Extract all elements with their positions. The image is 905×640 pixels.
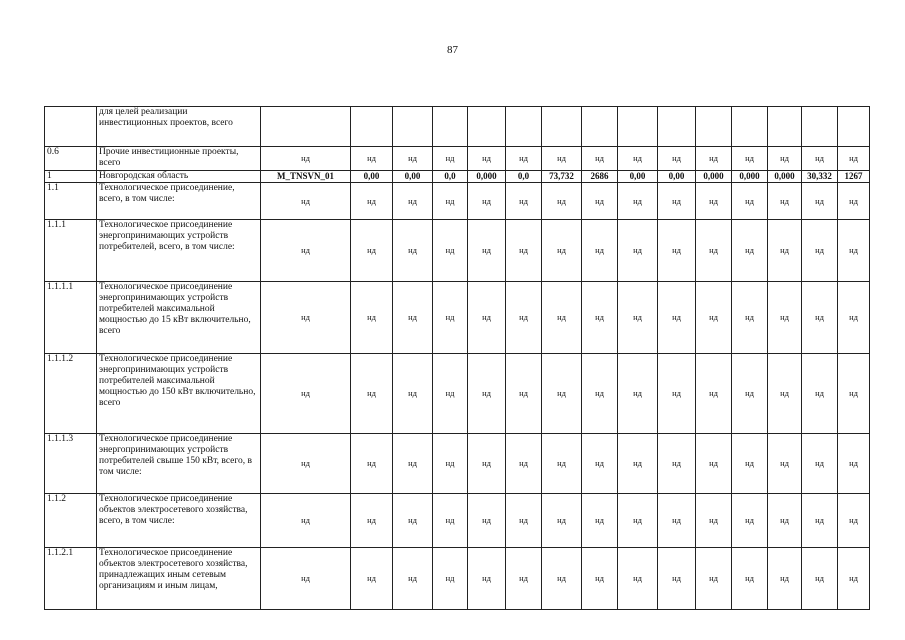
row-value-cell: нд — [582, 220, 618, 282]
row-value-cell: нд — [838, 147, 870, 171]
row-value-cell: нд — [838, 220, 870, 282]
row-value-cell: нд — [542, 494, 582, 548]
row-value-cell — [542, 107, 582, 147]
row-value-cell: 1267 — [838, 171, 870, 183]
row-value-cell: нд — [618, 147, 658, 171]
row-value-cell: нд — [393, 354, 433, 434]
row-value-cell — [393, 107, 433, 147]
row-value-cell: нд — [582, 147, 618, 171]
row-code: нд — [261, 494, 351, 548]
row-value-cell: нд — [802, 183, 838, 220]
row-value-cell: нд — [768, 494, 802, 548]
row-value-cell: 0,000 — [732, 171, 768, 183]
row-value-cell: нд — [506, 434, 542, 494]
row-value-cell: нд — [768, 220, 802, 282]
row-value-cell: нд — [768, 354, 802, 434]
row-value-cell: нд — [618, 434, 658, 494]
table-row — [45, 354, 870, 434]
row-number: 1.1.1.2 — [45, 354, 97, 434]
row-code: нд — [261, 220, 351, 282]
row-value-cell: нд — [468, 147, 506, 171]
table-row — [45, 434, 870, 494]
row-value-cell: нд — [732, 548, 768, 610]
row-value-cell: нд — [393, 147, 433, 171]
row-code: нд — [261, 183, 351, 220]
row-name: Технологическое присоединение объектов электросетевого хозяйства, всего, в том числе: — [97, 494, 261, 548]
row-value-cell: 30,332 — [802, 171, 838, 183]
row-value-cell: нд — [542, 147, 582, 171]
row-value-cell: нд — [618, 494, 658, 548]
row-value-cell: нд — [838, 434, 870, 494]
row-value-cell: нд — [618, 183, 658, 220]
row-value-cell: нд — [542, 183, 582, 220]
row-number — [45, 107, 97, 147]
row-value-cell: 0,000 — [696, 171, 732, 183]
row-value-cell: нд — [542, 282, 582, 354]
row-value-cell: 0,0 — [506, 171, 542, 183]
row-value-cell — [506, 107, 542, 147]
row-value-cell: нд — [542, 548, 582, 610]
table-row — [45, 107, 870, 147]
row-value-cell: 0,000 — [768, 171, 802, 183]
row-value-cell: нд — [696, 548, 732, 610]
row-value-cell: нд — [468, 494, 506, 548]
table-row — [45, 171, 870, 183]
row-number: 1.1.1 — [45, 220, 97, 282]
row-value-cell — [802, 107, 838, 147]
row-value-cell: нд — [802, 548, 838, 610]
row-value-cell: нд — [433, 282, 468, 354]
row-value-cell: нд — [658, 183, 696, 220]
row-value-cell: нд — [838, 282, 870, 354]
row-value-cell: нд — [732, 183, 768, 220]
table-row — [45, 220, 870, 282]
row-value-cell: нд — [351, 220, 393, 282]
row-value-cell: 0,00 — [658, 171, 696, 183]
row-value-cell: нд — [838, 183, 870, 220]
row-value-cell: нд — [732, 494, 768, 548]
row-value-cell: нд — [542, 220, 582, 282]
row-value-cell: 0,0 — [433, 171, 468, 183]
row-value-cell: нд — [542, 434, 582, 494]
row-name: Технологическое присоединение энергопринимающих устройств потребителей, всего, в том числе: — [97, 220, 261, 282]
row-value-cell — [618, 107, 658, 147]
row-value-cell: нд — [506, 354, 542, 434]
row-value-cell: нд — [658, 354, 696, 434]
row-name: для целей реализации инвестиционных проектов, всего — [97, 107, 261, 147]
row-value-cell: нд — [732, 147, 768, 171]
row-value-cell: нд — [468, 548, 506, 610]
row-value-cell: нд — [838, 548, 870, 610]
row-value-cell: нд — [582, 354, 618, 434]
table-body — [45, 107, 870, 610]
row-value-cell: нд — [433, 494, 468, 548]
row-value-cell: нд — [696, 282, 732, 354]
row-value-cell: нд — [658, 282, 696, 354]
row-code: M_TNSVN_01 — [261, 171, 351, 183]
row-value-cell — [582, 107, 618, 147]
row-value-cell: нд — [802, 220, 838, 282]
row-value-cell: нд — [696, 494, 732, 548]
row-value-cell: нд — [468, 183, 506, 220]
row-value-cell: нд — [393, 183, 433, 220]
row-code: нд — [261, 434, 351, 494]
row-value-cell: нд — [768, 548, 802, 610]
table-row — [45, 147, 870, 171]
row-value-cell: нд — [802, 282, 838, 354]
row-value-cell: нд — [658, 494, 696, 548]
table-row — [45, 282, 870, 354]
row-value-cell: нд — [433, 434, 468, 494]
row-value-cell: нд — [433, 183, 468, 220]
row-value-cell: нд — [506, 183, 542, 220]
row-value-cell: нд — [393, 282, 433, 354]
row-value-cell: нд — [618, 354, 658, 434]
row-code: нд — [261, 147, 351, 171]
row-value-cell: нд — [582, 548, 618, 610]
row-value-cell: нд — [582, 183, 618, 220]
row-value-cell: нд — [468, 434, 506, 494]
row-value-cell: нд — [351, 147, 393, 171]
row-value-cell: нд — [351, 354, 393, 434]
row-value-cell — [351, 107, 393, 147]
row-code — [261, 107, 351, 147]
row-name: Новгородская область — [97, 171, 261, 183]
row-value-cell — [696, 107, 732, 147]
row-value-cell: нд — [768, 183, 802, 220]
row-value-cell: нд — [838, 494, 870, 548]
row-value-cell: нд — [351, 494, 393, 548]
row-value-cell: нд — [732, 434, 768, 494]
row-value-cell: нд — [393, 494, 433, 548]
row-value-cell: нд — [468, 354, 506, 434]
table-row — [45, 183, 870, 220]
row-value-cell: нд — [696, 183, 732, 220]
row-value-cell: нд — [582, 282, 618, 354]
row-code: нд — [261, 354, 351, 434]
row-value-cell: нд — [768, 282, 802, 354]
row-number: 1.1.2 — [45, 494, 97, 548]
row-value-cell: нд — [506, 548, 542, 610]
row-value-cell: 73,732 — [542, 171, 582, 183]
row-value-cell: нд — [433, 147, 468, 171]
row-value-cell: нд — [393, 434, 433, 494]
row-value-cell: нд — [468, 220, 506, 282]
row-name: Технологическое присоединение энергопринимающих устройств потребителей максимальной мощностью до 15 кВт включительно, всего — [97, 282, 261, 354]
row-value-cell: нд — [393, 220, 433, 282]
row-value-cell: нд — [838, 354, 870, 434]
row-value-cell: нд — [351, 282, 393, 354]
row-value-cell: нд — [658, 548, 696, 610]
row-value-cell: нд — [433, 220, 468, 282]
row-name: Технологическое присоединение объектов электросетевого хозяйства, принадлежащих иным сетевым организациям и иным лицам, — [97, 548, 261, 610]
row-number: 1.1.1.3 — [45, 434, 97, 494]
row-value-cell: 0,00 — [618, 171, 658, 183]
row-code: нд — [261, 282, 351, 354]
row-value-cell: нд — [658, 220, 696, 282]
row-value-cell: нд — [732, 220, 768, 282]
row-value-cell — [732, 107, 768, 147]
row-value-cell: нд — [468, 282, 506, 354]
row-value-cell: нд — [618, 282, 658, 354]
row-value-cell: нд — [433, 548, 468, 610]
row-value-cell: 2686 — [582, 171, 618, 183]
table-row — [45, 494, 870, 548]
row-value-cell: нд — [433, 354, 468, 434]
row-value-cell — [433, 107, 468, 147]
row-value-cell: 0,00 — [351, 171, 393, 183]
row-number: 1.1 — [45, 183, 97, 220]
row-value-cell: нд — [802, 434, 838, 494]
row-value-cell: нд — [802, 354, 838, 434]
row-value-cell: нд — [732, 354, 768, 434]
row-value-cell: нд — [393, 548, 433, 610]
row-value-cell: нд — [658, 147, 696, 171]
page-number: 87 — [447, 44, 458, 56]
row-value-cell: нд — [802, 494, 838, 548]
row-name: Технологическое присоединение энергопринимающих устройств потребителей максимальной мощностью до 150 кВт включительно, всего — [97, 354, 261, 434]
row-name: Прочие инвестиционные проекты, всего — [97, 147, 261, 171]
table-row — [45, 548, 870, 610]
row-value-cell — [658, 107, 696, 147]
row-value-cell: нд — [618, 220, 658, 282]
row-value-cell: нд — [696, 147, 732, 171]
row-value-cell — [838, 107, 870, 147]
row-value-cell: нд — [351, 548, 393, 610]
row-number: 1 — [45, 171, 97, 183]
row-value-cell: нд — [506, 494, 542, 548]
row-value-cell: нд — [542, 354, 582, 434]
row-value-cell: 0,00 — [393, 171, 433, 183]
row-number: 0.6 — [45, 147, 97, 171]
row-value-cell — [468, 107, 506, 147]
row-name: Технологическое присоединение, всего, в том числе: — [97, 183, 261, 220]
row-value-cell: нд — [506, 220, 542, 282]
row-value-cell: 0,000 — [468, 171, 506, 183]
investment-table — [44, 106, 870, 610]
row-number: 1.1.2.1 — [45, 548, 97, 610]
row-value-cell: нд — [768, 434, 802, 494]
row-value-cell: нд — [506, 147, 542, 171]
row-value-cell: нд — [768, 147, 802, 171]
row-value-cell: нд — [696, 434, 732, 494]
row-value-cell — [768, 107, 802, 147]
row-value-cell: нд — [802, 147, 838, 171]
row-value-cell: нд — [696, 354, 732, 434]
row-code: нд — [261, 548, 351, 610]
row-value-cell: нд — [582, 494, 618, 548]
row-value-cell: нд — [506, 282, 542, 354]
row-value-cell: нд — [351, 183, 393, 220]
row-value-cell: нд — [658, 434, 696, 494]
row-value-cell: нд — [696, 220, 732, 282]
row-number: 1.1.1.1 — [45, 282, 97, 354]
row-value-cell: нд — [732, 282, 768, 354]
row-name: Технологическое присоединение энергопринимающих устройств потребителей свыше 150 кВт, всего, в том числе: — [97, 434, 261, 494]
row-value-cell: нд — [618, 548, 658, 610]
row-value-cell: нд — [582, 434, 618, 494]
row-value-cell: нд — [351, 434, 393, 494]
